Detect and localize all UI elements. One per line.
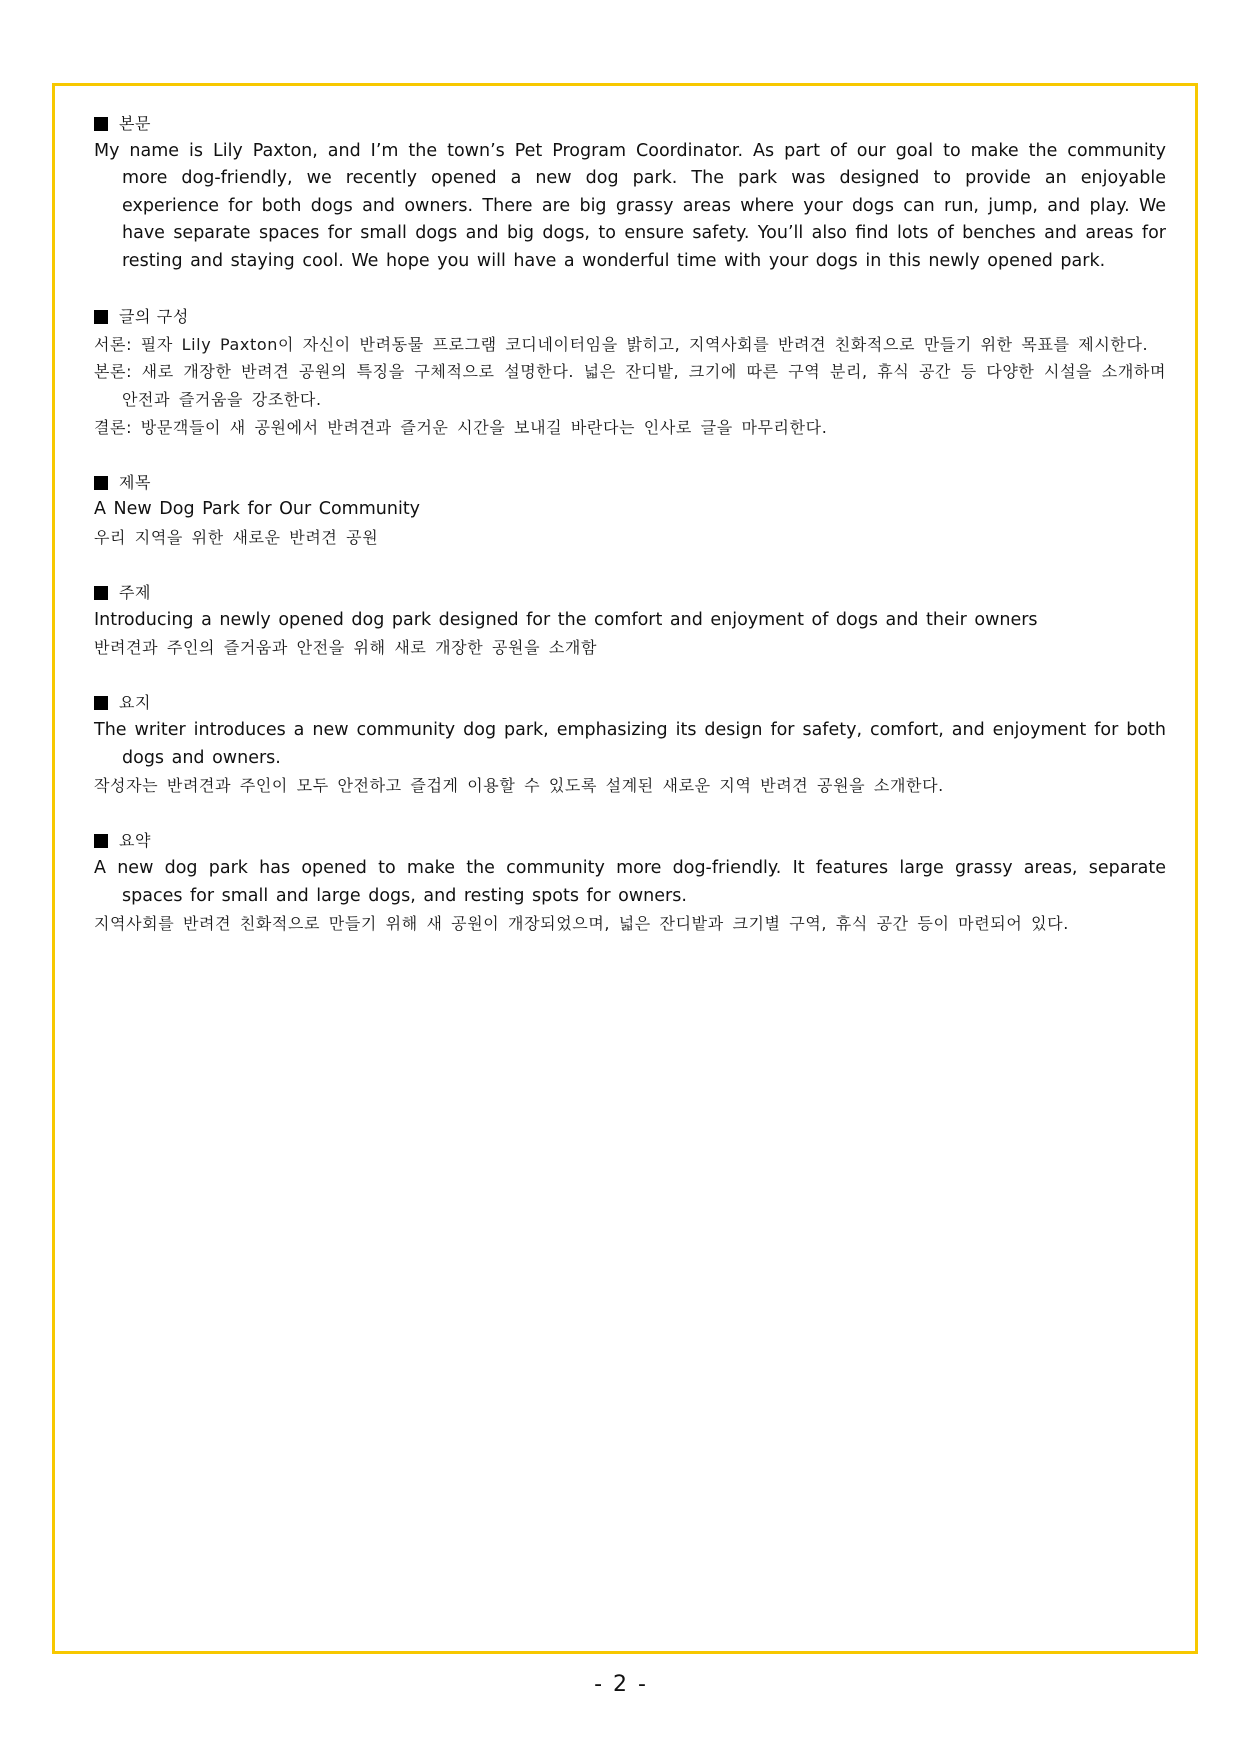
section-heading: [94, 303, 1166, 331]
section-heading-label: 주제: [119, 583, 152, 603]
section-heading: [94, 827, 1166, 855]
section-heading-label: 요지: [119, 693, 152, 713]
black-square-bullet-icon: [94, 696, 108, 710]
section-title: [94, 469, 1166, 552]
topic-english: Introducing a newly opened dog park designed for the comfort and enjoyment of dogs and their owners: [94, 609, 1038, 630]
structure-intro: 서론: 필자 Lily Paxton이 자신이 반려동물 프로그램 코디네이터임을 밝히고, 지역사회를 반려견 친화적으로 만들기 위한 목표를 제시한다.: [94, 334, 1149, 354]
section-structure: [94, 303, 1166, 441]
section-heading: [94, 469, 1166, 497]
black-square-bullet-icon: [94, 476, 108, 490]
section-gist: [94, 689, 1166, 799]
section-heading: [94, 689, 1166, 717]
summary-korean: 지역사회를 반려견 친화적으로 만들기 위해 새 공원이 개장되었으며, 넓은 잔디밭과 크기별 구역, 휴식 공간 등이 마련되어 있다.: [94, 914, 1069, 934]
summary-english: A new dog park has opened to make the community more dog-friendly. It features large grassy areas, separate spaces for small and large dogs, and resting spots for owners.: [94, 858, 1166, 906]
body-paragraph: My name is Lily Paxton, and I’m the town’s Pet Program Coordinator. As part of our goal to make the community more dog-friendly, we recently opened a new dog park. The park was designed to provide an enjoyable experience for both dogs and owners. There are big grassy areas where your dogs can run, jump, and play. We have separate spaces for small dogs and big dogs, to ensure safety. You’ll also find lots of benches and areas for resting and staying cool. We hope you will have a wonderful time with your dogs in this newly opened park.: [94, 140, 1166, 271]
section-summary: [94, 827, 1166, 937]
section-heading: [94, 110, 1166, 138]
topic-korean: 반려견과 주인의 즐거움과 안전을 위해 새로 개장한 공원을 소개함: [94, 638, 597, 658]
gist-english: The writer introduces a new community dog park, emphasizing its design for safety, comfort, and enjoyment for both dogs and owners.: [94, 720, 1166, 768]
black-square-bullet-icon: [94, 310, 108, 324]
black-square-bullet-icon: [94, 117, 108, 131]
section-body: [94, 110, 1166, 276]
title-english: A New Dog Park for Our Community: [94, 499, 421, 520]
section-heading-label: 글의 구성: [119, 307, 189, 327]
section-heading-label: 요약: [119, 831, 152, 851]
black-square-bullet-icon: [94, 834, 108, 848]
gist-korean: 작성자는 반려견과 주인이 모두 안전하고 즐겁게 이용할 수 있도록 설계된 새로운 지역 반려견 공원을 소개한다.: [94, 776, 944, 796]
black-square-bullet-icon: [94, 586, 108, 600]
section-heading-label: 본문: [119, 114, 152, 133]
title-korean: 우리 지역을 위한 새로운 반려견 공원: [94, 527, 379, 547]
document-content: [94, 110, 1166, 965]
structure-main: 본론: 새로 개장한 반려견 공원의 특징을 구체적으로 설명한다. 넓은 잔디밭, 크기에 따른 구역 분리, 휴식 공간 등 다양한 시설을 소개하며 안전과 즐거움을 강조한다.: [94, 362, 1166, 409]
section-heading: [94, 579, 1166, 607]
structure-conclusion: 결론: 방문객들이 새 공원에서 반려견과 즐거운 시간을 보내길 바란다는 인사로 글을 마무리한다.: [94, 417, 828, 437]
section-topic: [94, 579, 1166, 662]
section-heading-label: 제목: [119, 472, 152, 492]
page-number: - 2 -: [594, 1672, 646, 1697]
